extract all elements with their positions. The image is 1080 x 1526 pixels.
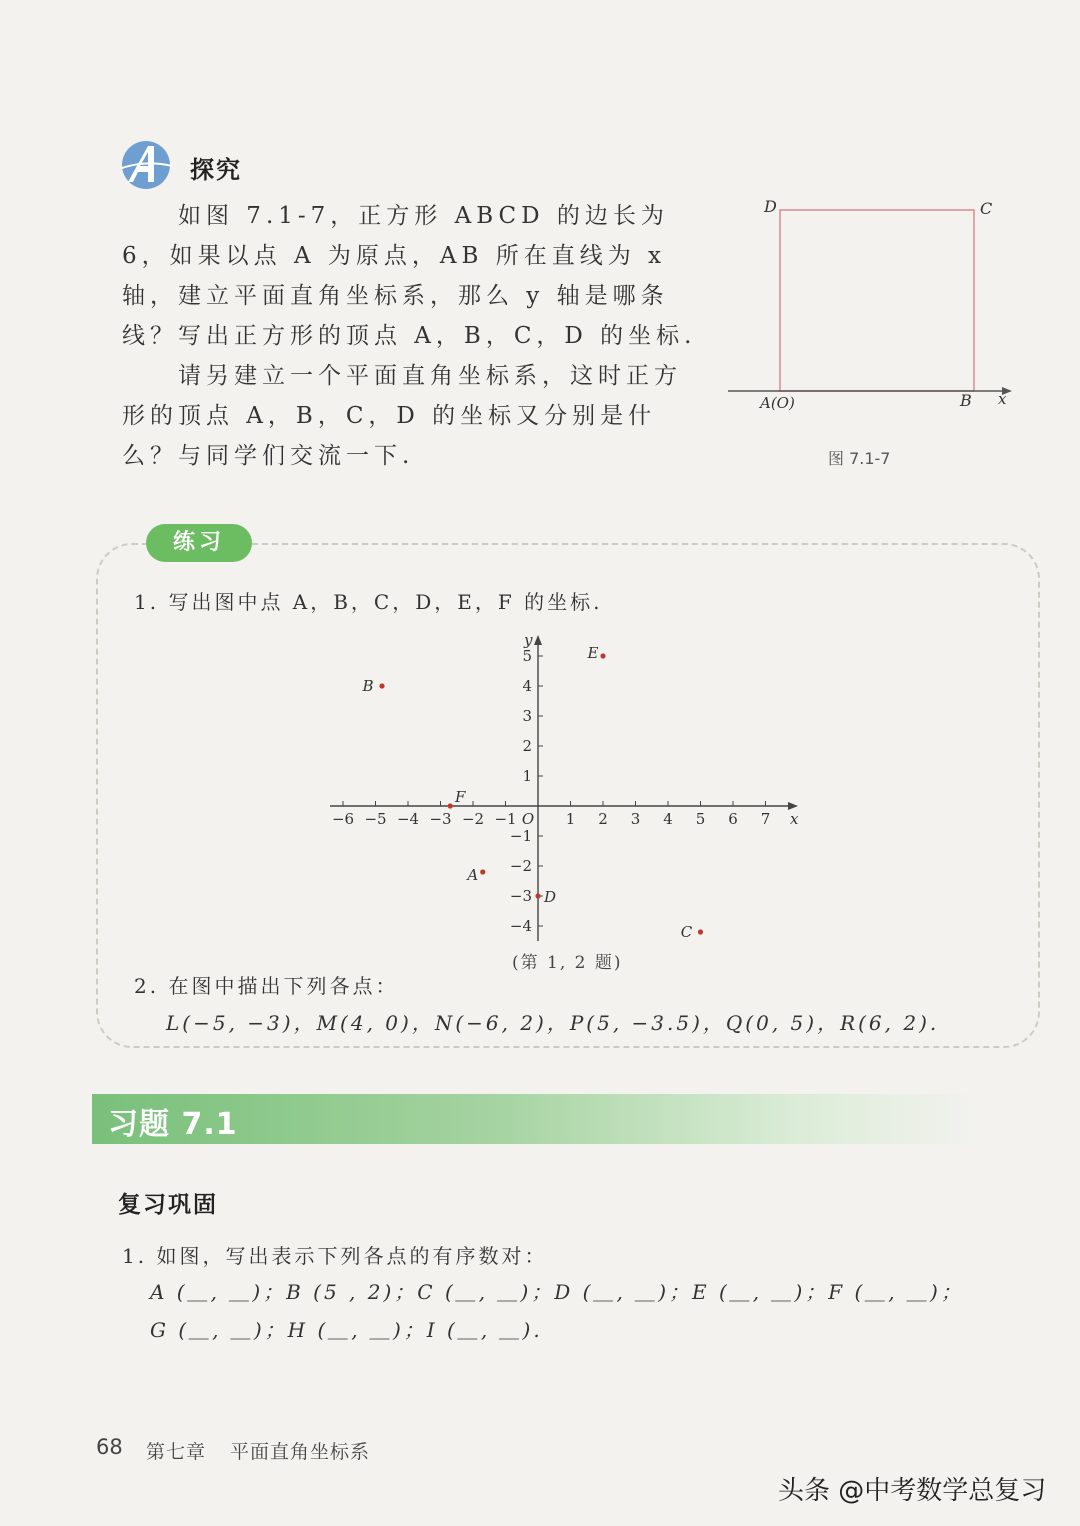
explore-title: 探究 <box>190 156 242 184</box>
y-axis-label: y <box>524 631 533 649</box>
x-tick-label: −1 <box>494 810 517 828</box>
exercise-question-1: 1. 如图，写出表示下列各点的有序数对： <box>122 1244 548 1268</box>
y-tick-label: 4 <box>522 677 532 695</box>
practice-tab: 练习 <box>146 524 252 562</box>
y-tick-label: 5 <box>522 647 532 665</box>
point-label-d: D <box>543 888 557 906</box>
review-section-title: 复习巩固 <box>118 1192 218 1218</box>
point-label-e: E <box>587 644 599 662</box>
point-c <box>698 929 703 934</box>
y-tick-label: 1 <box>522 767 532 785</box>
y-tick-label: −1 <box>509 827 532 845</box>
x-tick-label: −2 <box>461 810 485 828</box>
label-a-origin: A(O) <box>760 394 795 412</box>
x-axis-arrow <box>788 802 798 810</box>
explore-paragraph-2: 请另建立一个平面直角坐标系，这时正方形的顶点 A，B，C，D 的坐标又分别是什么？与同学们交流一下. <box>122 363 682 469</box>
x-axis-label: x <box>790 810 799 828</box>
point-a <box>480 869 485 874</box>
x-tick-label: 5 <box>695 810 706 828</box>
x-tick-label: 6 <box>728 810 738 828</box>
page-number: 68 <box>96 1435 123 1459</box>
coordinate-plane-caption: (第 1, 2 题) <box>512 953 623 973</box>
y-axis-arrow <box>534 635 542 645</box>
y-tick-label: −4 <box>509 917 532 935</box>
point-e <box>600 653 605 658</box>
y-tick-label: −2 <box>509 857 532 875</box>
label-d: D <box>764 197 777 216</box>
x-tick-label: −5 <box>364 810 387 828</box>
y-tick-label: 3 <box>522 707 532 725</box>
x-tick-label: 2 <box>598 810 608 828</box>
label-b: B <box>960 391 972 410</box>
footer-chapter-title: 平面直角坐标系 <box>230 1441 371 1463</box>
point-label-b: B <box>362 677 374 695</box>
square-abcd <box>780 210 974 391</box>
label-x: x <box>998 390 1007 408</box>
y-tick-label: −3 <box>509 887 532 905</box>
x-tick-label: 1 <box>565 810 576 828</box>
square-figure-caption: 图 7.1-7 <box>828 449 891 468</box>
point-label-c: C <box>680 923 693 941</box>
practice-question-2-points: L(−5, −3)，M(4, 0)，N(−6, 2)，P(5, −3.5)，Q(0, 5)，R(6, 2). <box>166 1011 940 1035</box>
x-tick-label: −3 <box>429 810 452 828</box>
exercise-title: 习题 7.1 <box>108 1107 238 1142</box>
label-c: C <box>980 199 993 218</box>
exercise-question-1-line-1: A (＿, ＿)；B (5 , 2)；C (＿, ＿)；D (＿, ＿)；E (＿, ＿)；F (＿, ＿)； <box>150 1280 964 1304</box>
explore-logo-icon <box>118 138 176 190</box>
y-tick-label: 2 <box>522 737 532 755</box>
explore-paragraph-1: 如图 7.1-7，正方形 ABCD 的边长为 6，如果以点 A 为原点，AB 所在直线为 x 轴，建立平面直角坐标系，那么 y 轴是哪条线？写出正方形的顶点 A，B，C，D 的坐标. <box>122 203 697 349</box>
coordinate-plane <box>330 620 810 945</box>
watermark: 头条 @中考数学总复习 <box>778 1476 1047 1506</box>
x-tick-label: 7 <box>760 810 771 828</box>
origin-label: O <box>521 810 535 828</box>
point-b <box>379 683 384 688</box>
practice-question-2: 2. 在图中描出下列各点： <box>134 974 399 998</box>
point-f <box>448 803 453 808</box>
x-tick-label: 4 <box>663 810 673 828</box>
x-tick-label: −4 <box>396 810 420 828</box>
point-d <box>535 893 540 898</box>
square-figure <box>720 190 1020 415</box>
point-label-a: A <box>467 866 479 884</box>
footer-chapter: 第七章 <box>146 1441 207 1463</box>
practice-question-1: 1. 写出图中点 A，B，C，D，E，F 的坐标. <box>134 590 603 614</box>
point-label-f: F <box>455 788 466 806</box>
x-tick-label: −6 <box>331 810 355 828</box>
exercise-question-1-line-2: G (＿, ＿)；H (＿, ＿)；I (＿, ＿). <box>150 1318 543 1342</box>
x-tick-label: 3 <box>630 810 641 828</box>
